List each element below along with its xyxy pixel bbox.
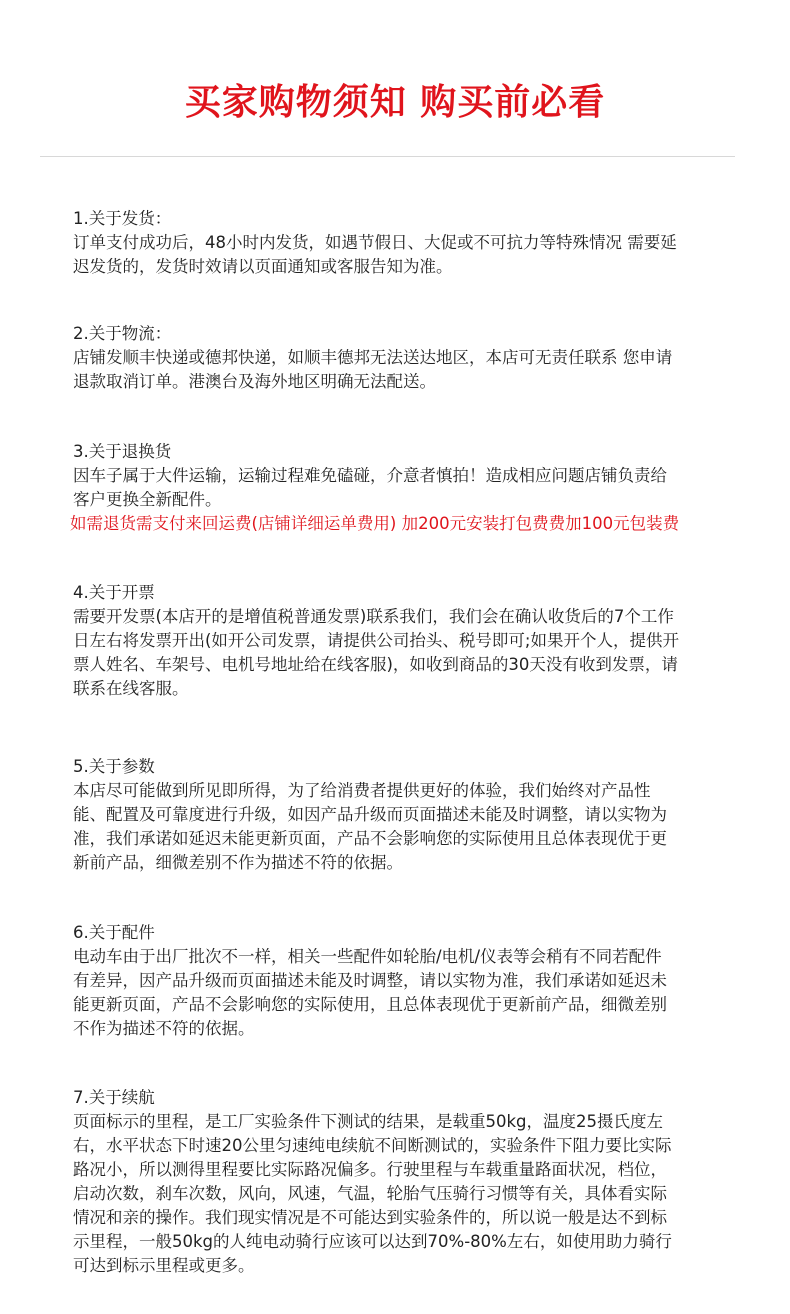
section-heading: 3.关于退换货 [73,442,172,461]
section-line: 情况和亲的操作。我们现实情况是不可能达到实验条件的，所以说一般是达不到标 [73,1208,667,1227]
section-returns [70,440,733,536]
section-heading: 7.关于续航 [73,1088,155,1107]
section-parameters [73,755,733,875]
section-parts [73,921,733,1041]
section-range [73,1086,733,1278]
section-line: 需要开发票(本店开的是增值税普通发票)联系我们，我们会在确认收货后的7个工作 [73,607,674,626]
section-line: 店铺发顺丰快递或德邦快递，如顺丰德邦无法送达地区，本店可无责任联系 您申请 [73,348,673,367]
return-fee-note: 如需退货需支付来回运费(店铺详细运单费用) 加200元安装打包费费加100元包装费 [70,514,680,533]
page-title: 买家购物须知 购买前必看 [184,82,606,123]
section-line: 路况小，所以测得里程要比实际路况偏多。行驶里程与车载重量路面状况，档位， [73,1160,667,1179]
section-line: 本店尽可能做到所见即所得，为了给消费者提供更好的体验，我们始终对产品性 [73,781,651,800]
section-line: 准，我们承诺如延迟未能更新页面，产品不会影响您的实际使用且总体表现优于更 [73,829,667,848]
section-line: 不作为描述不符的依据。 [73,1019,255,1038]
section-line: 客户更换全新配件。 [73,490,222,509]
section-line: 示里程，一般50kg的人纯电动骑行应该可以达到70%-80%左右，如使用助力骑行 [73,1232,672,1251]
section-invoice [73,581,733,701]
section-line: 退款取消订单。港澳台及海外地区明确无法配送。 [73,372,436,391]
section-line: 有差异，因产品升级而页面描述未能及时调整，请以实物为准，我们承诺如延迟未 [73,971,667,990]
section-logistics [73,322,733,394]
section-heading: 1.关于发货： [73,209,172,228]
section-line: 启动次数，刹车次数，风向，风速，气温，轮胎气压骑行习惯等有关，具体看实际 [73,1184,667,1203]
section-line: 能更新页面，产品不会影响您的实际使用，且总体表现优于更新前产品，细微差别 [73,995,667,1014]
section-line: 订单支付成功后，48小时内发货，如遇节假日、大促或不可抗力等特殊情况 需要延 [73,233,677,252]
section-heading: 4.关于开票 [73,583,155,602]
section-line: 能、配置及可靠度进行升级，如因产品升级而页面描述未能及时调整，请以实物为 [73,805,667,824]
section-line: 右，水平状态下时速20公里匀速纯电续航不间断测试的，实验条件下阻力要比实际 [73,1136,672,1155]
section-line: 迟发货的，发货时效请以页面通知或客服告知为准。 [73,257,453,276]
section-line: 新前产品，细微差别不作为描述不符的依据。 [73,853,403,872]
section-heading: 6.关于配件 [73,923,155,942]
section-line: 因车子属于大件运输，运输过程难免磕碰，介意者慎拍！造成相应问题店铺负责给 [73,466,667,485]
section-heading: 5.关于参数 [73,757,155,776]
section-line: 联系在线客服。 [73,679,189,698]
section-line: 日左右将发票开出(如开公司发票，请提供公司抬头、税号即可;如果开个人，提供开 [73,631,679,650]
section-line: 票人姓名、车架号、电机号地址给在线客服)，如收到商品的30天没有收到发票，请 [73,655,678,674]
section-line: 页面标示的里程，是工厂实验条件下测试的结果，是载重50kg，温度25摄氏度左 [73,1112,664,1131]
section-line: 电动车由于出厂批次不一样，相关一些配件如轮胎/电机/仪表等会稍有不同若配件 [73,947,662,966]
section-shipping [73,207,733,279]
section-line: 可达到标示里程或更多。 [73,1256,255,1275]
title-divider [40,156,735,157]
section-heading: 2.关于物流： [73,324,172,343]
